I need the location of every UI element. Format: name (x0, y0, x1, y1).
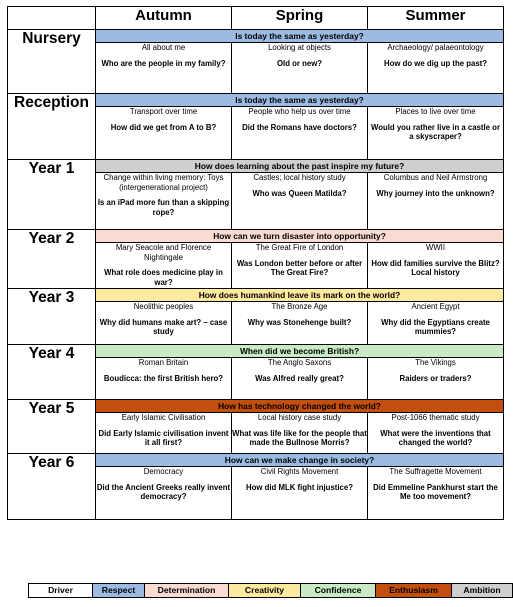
enquiry-question: Why journey into the unknown? (376, 188, 495, 198)
driver-question: Is today the same as yesterday? (96, 30, 504, 43)
legend-ambition: Ambition (452, 584, 512, 597)
topic-text: Ancient Egypt (411, 301, 460, 311)
enquiry-question: Who was Queen Matilda? (252, 188, 347, 198)
year-label: Reception (8, 94, 96, 160)
header-autumn: Autumn (96, 7, 232, 30)
term-cell (232, 301, 368, 344)
term-cell (368, 412, 504, 453)
topic-text: All about me (141, 43, 186, 52)
header-summer: Summer (368, 7, 504, 30)
enquiry-question: How do we dig up the past? (383, 58, 488, 68)
year-driver-row (8, 160, 504, 173)
topic-text: The Great Fire of London (255, 243, 344, 252)
legend-creativity: Creativity (229, 584, 301, 597)
driver-question: How can we turn disaster into opportunity? (96, 230, 504, 243)
enquiry-question: Is an iPad more fun than a skipping rope? (97, 198, 230, 218)
enquiry-question: Did the Romans have doctors? (242, 122, 357, 132)
driver-question: How has technology changed the world? (96, 399, 504, 412)
year-rows (8, 30, 504, 520)
enquiry-question: Did Early Islamic civilisation invent it all first? (98, 428, 229, 448)
enquiry-question: Why was Stonehenge built? (247, 317, 352, 327)
topic-text: Post-1066 thematic study (391, 412, 480, 422)
term-cell (232, 107, 368, 160)
driver-question: Is today the same as yesterday? (96, 94, 504, 107)
term-cell (232, 466, 368, 519)
term-cell (232, 412, 368, 453)
legend (28, 583, 513, 598)
legend-enthusiasm: Enthusiasm (376, 584, 452, 597)
enquiry-question: Why did the Egyptians create mummies? (381, 317, 490, 337)
driver-question: How does learning about the past inspire my future? (96, 160, 504, 173)
year-driver-row (8, 230, 504, 243)
term-cell (368, 357, 504, 399)
topic-text: Democracy (143, 466, 184, 476)
enquiry-question: Did Emmeline Pankhurst start the Me too movement? (373, 482, 498, 502)
term-cell (96, 173, 232, 230)
term-cell (232, 243, 368, 289)
enquiry-question: How did MLK fight injustice? (246, 482, 353, 492)
enquiry-question: How did we get from A to B? (110, 122, 217, 132)
topic-text: Looking at objects (268, 43, 331, 52)
enquiry-question: Would you rather live in a castle or a skyscraper? (371, 122, 500, 142)
enquiry-question: What were the inventions that changed the world? (380, 428, 491, 448)
term-cell (368, 243, 504, 289)
term-cell (232, 43, 368, 94)
term-cell (96, 466, 232, 519)
year-label: Year 4 (8, 344, 96, 399)
topic-text: Archaeology/ palaeontology (387, 43, 484, 52)
legend-confidence: Confidence (301, 584, 376, 597)
year-driver-row (8, 399, 504, 412)
term-cell (368, 43, 504, 94)
topic-text: Castles; local history study (253, 173, 346, 182)
enquiry-question: What role does medicine play in war? (104, 268, 223, 288)
term-cell (368, 107, 504, 160)
header-spring: Spring (232, 7, 368, 30)
year-label: Year 2 (8, 230, 96, 289)
enquiry-question: How did families survive the Blitz? Local history (371, 258, 500, 278)
enquiry-question: Did the Ancient Greeks really invent democracy? (96, 482, 231, 502)
curriculum-table (7, 6, 504, 520)
year-driver-row (8, 30, 504, 43)
driver-question: How does humankind leave its mark on the world? (96, 288, 504, 301)
term-cell (232, 173, 368, 230)
topic-text: The Bronze Age (271, 301, 328, 311)
year-driver-row (8, 344, 504, 357)
enquiry-question: Why did humans make art? – case study (99, 317, 228, 337)
topic-text: Roman Britain (138, 357, 189, 367)
enquiry-question: Boudicca: the first British hero? (103, 373, 224, 383)
term-cell (96, 243, 232, 289)
enquiry-question: Was London better before or after The Great Fire? (236, 258, 363, 278)
driver-question: When did we become British? (96, 344, 504, 357)
term-cell (368, 301, 504, 344)
term-cell (96, 357, 232, 399)
enquiry-question: What was life like for the people that made the Bullnose Morris? (232, 428, 367, 448)
topic-text: People who help us over time (248, 107, 351, 116)
term-cell (232, 357, 368, 399)
enquiry-question: Raiders or traders? (399, 373, 472, 383)
topic-text: Transport over time (129, 107, 198, 116)
term-cell (96, 301, 232, 344)
year-label: Year 1 (8, 160, 96, 230)
topic-text: Places to live over time (395, 107, 476, 116)
header-row (8, 7, 504, 30)
year-label: Year 3 (8, 288, 96, 344)
legend-driver: Driver (29, 584, 93, 597)
term-cell (96, 412, 232, 453)
term-cell (368, 173, 504, 230)
topic-text: WWII (425, 243, 446, 252)
legend-respect: Respect (93, 584, 145, 597)
driver-question: How can we make change in society? (96, 453, 504, 466)
year-driver-row (8, 94, 504, 107)
topic-text: Neolithic peoples (133, 301, 194, 311)
year-label: Year 5 (8, 399, 96, 453)
topic-text: Local history case study (257, 412, 342, 422)
topic-text: Columbus and Neil Armstrong (383, 173, 488, 182)
enquiry-question: Who are the people in my family? (101, 58, 226, 68)
year-label: Year 6 (8, 453, 96, 519)
corner-cell (8, 7, 96, 30)
term-cell (96, 107, 232, 160)
term-cell (96, 43, 232, 94)
topic-text: Early Islamic Civilisation (121, 412, 206, 422)
topic-text: Change within living memory: Toys (intergenerational project) (103, 173, 224, 192)
year-label: Nursery (8, 30, 96, 94)
legend-determination: Determination (145, 584, 229, 597)
topic-text: The Suffragette Movement (389, 466, 482, 476)
topic-text: Civil Rights Movement (260, 466, 339, 476)
topic-text: The Anglo Saxons (267, 357, 332, 367)
topic-text: Mary Seacole and Florence Nightingale (115, 243, 212, 262)
year-driver-row (8, 453, 504, 466)
enquiry-question: Old or new? (276, 58, 323, 68)
year-driver-row (8, 288, 504, 301)
enquiry-question: Was Alfred really great? (255, 373, 344, 383)
topic-text: The Vikings (415, 357, 456, 367)
term-cell (368, 466, 504, 519)
